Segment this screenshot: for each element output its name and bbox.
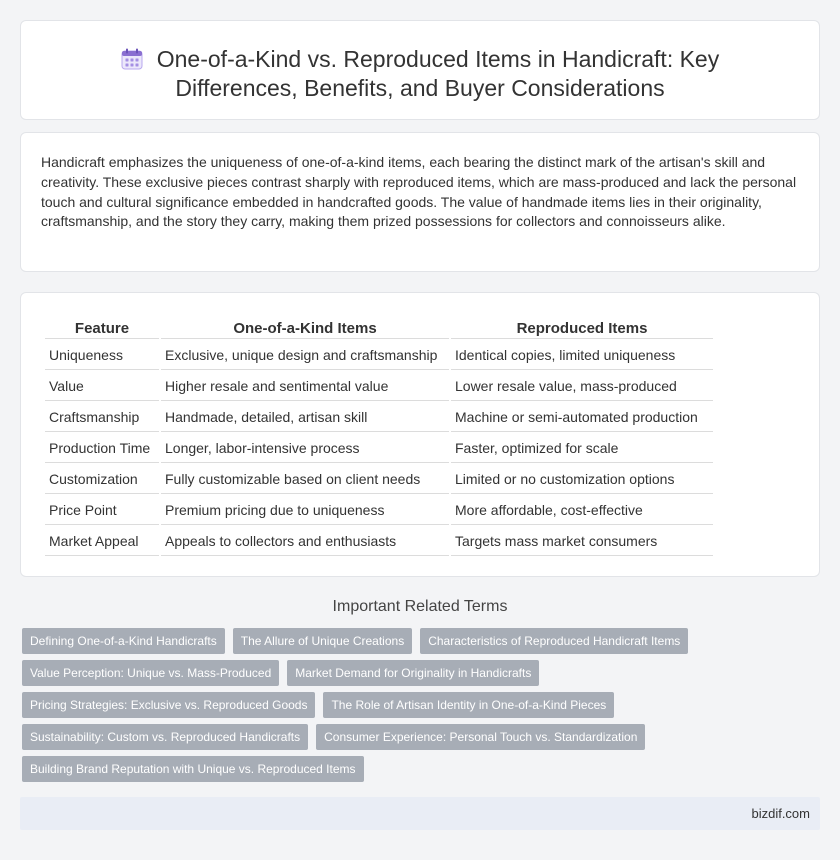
table-header-row <box>45 317 713 339</box>
table-row <box>45 465 713 494</box>
reproduced-cell: Faster, optimized for scale <box>451 434 713 463</box>
table-row <box>45 527 713 556</box>
intro-card <box>20 132 820 272</box>
reproduced-cell: Identical copies, limited uniqueness <box>451 341 713 370</box>
related-term-tag[interactable]: Pricing Strategies: Exclusive vs. Reproduced Goods <box>22 692 315 718</box>
table-row <box>45 434 713 463</box>
related-term-tag[interactable]: Value Perception: Unique vs. Mass-Produced <box>22 660 279 686</box>
feature-cell: Value <box>45 372 159 401</box>
one-of-a-kind-cell: Exclusive, unique design and craftsmanship <box>161 341 449 370</box>
tag-row <box>22 692 822 718</box>
reproduced-cell: More affordable, cost-effective <box>451 496 713 525</box>
feature-cell: Customization <box>45 465 159 494</box>
related-term-tag[interactable]: Characteristics of Reproduced Handicraft Items <box>420 628 688 654</box>
related-term-tag[interactable]: The Role of Artisan Identity in One-of-a-Kind Pieces <box>323 692 614 718</box>
related-term-tag[interactable]: Building Brand Reputation with Unique vs. Reproduced Items <box>22 756 364 782</box>
title-card <box>20 20 820 120</box>
table-row <box>45 341 713 370</box>
related-terms-heading: Important Related Terms <box>332 598 508 615</box>
table-row <box>45 496 713 525</box>
one-of-a-kind-cell: Longer, labor-intensive process <box>161 434 449 463</box>
footer-site-link[interactable]: bizdif.com <box>751 806 810 821</box>
tag-row <box>22 660 822 686</box>
related-terms-list <box>22 628 822 788</box>
header-one-of-a-kind: One-of-a-Kind Items <box>161 317 449 339</box>
comparison-table <box>43 315 715 558</box>
title-line-2: Differences, Benefits, and Buyer Considerations <box>175 75 665 101</box>
header-feature: Feature <box>45 317 159 339</box>
one-of-a-kind-cell: Higher resale and sentimental value <box>161 372 449 401</box>
tag-row <box>22 756 822 782</box>
reproduced-cell: Lower resale value, mass-produced <box>451 372 713 401</box>
reproduced-cell: Targets mass market consumers <box>451 527 713 556</box>
tag-row <box>22 724 822 750</box>
feature-cell: Uniqueness <box>45 341 159 370</box>
feature-cell: Market Appeal <box>45 527 159 556</box>
footer-bar <box>20 797 820 830</box>
tag-row <box>22 628 822 654</box>
reproduced-cell: Machine or semi-automated production <box>451 403 713 432</box>
title-line-1: One-of-a-Kind vs. Reproduced Items in Handicraft: Key <box>156 46 720 72</box>
feature-cell: Price Point <box>45 496 159 525</box>
page-title <box>21 45 819 103</box>
related-term-tag[interactable]: Market Demand for Originality in Handicrafts <box>287 660 539 686</box>
reproduced-cell: Limited or no customization options <box>451 465 713 494</box>
comparison-card <box>20 292 820 577</box>
related-term-tag[interactable]: Defining One-of-a-Kind Handicrafts <box>22 628 225 654</box>
related-term-tag[interactable]: Consumer Experience: Personal Touch vs. Standardization <box>316 724 645 750</box>
one-of-a-kind-cell: Fully customizable based on client needs <box>161 465 449 494</box>
table-row <box>45 372 713 401</box>
intro-paragraph: Handicraft emphasizes the uniqueness of one-of-a-kind items, each bearing the distinct mark of the artisan's skill and creativity. These exclusive pieces contrast sharply with reproduced items, which are mass-produced and lack the personal touch and cultural significance embedded in handcrafted goods. The value of handmade items lies in their originality, craftsmanship, and the story they carry, making them prized possessions for collectors and connoisseurs alike. <box>41 154 797 230</box>
related-term-tag[interactable]: The Allure of Unique Creations <box>233 628 412 654</box>
feature-cell: Production Time <box>45 434 159 463</box>
one-of-a-kind-cell: Handmade, detailed, artisan skill <box>161 403 449 432</box>
feature-cell: Craftsmanship <box>45 403 159 432</box>
one-of-a-kind-cell: Appeals to collectors and enthusiasts <box>161 527 449 556</box>
table-row <box>45 403 713 432</box>
calendar-icon <box>121 48 143 70</box>
related-term-tag[interactable]: Sustainability: Custom vs. Reproduced Handicrafts <box>22 724 308 750</box>
header-reproduced: Reproduced Items <box>451 317 713 339</box>
one-of-a-kind-cell: Premium pricing due to uniqueness <box>161 496 449 525</box>
